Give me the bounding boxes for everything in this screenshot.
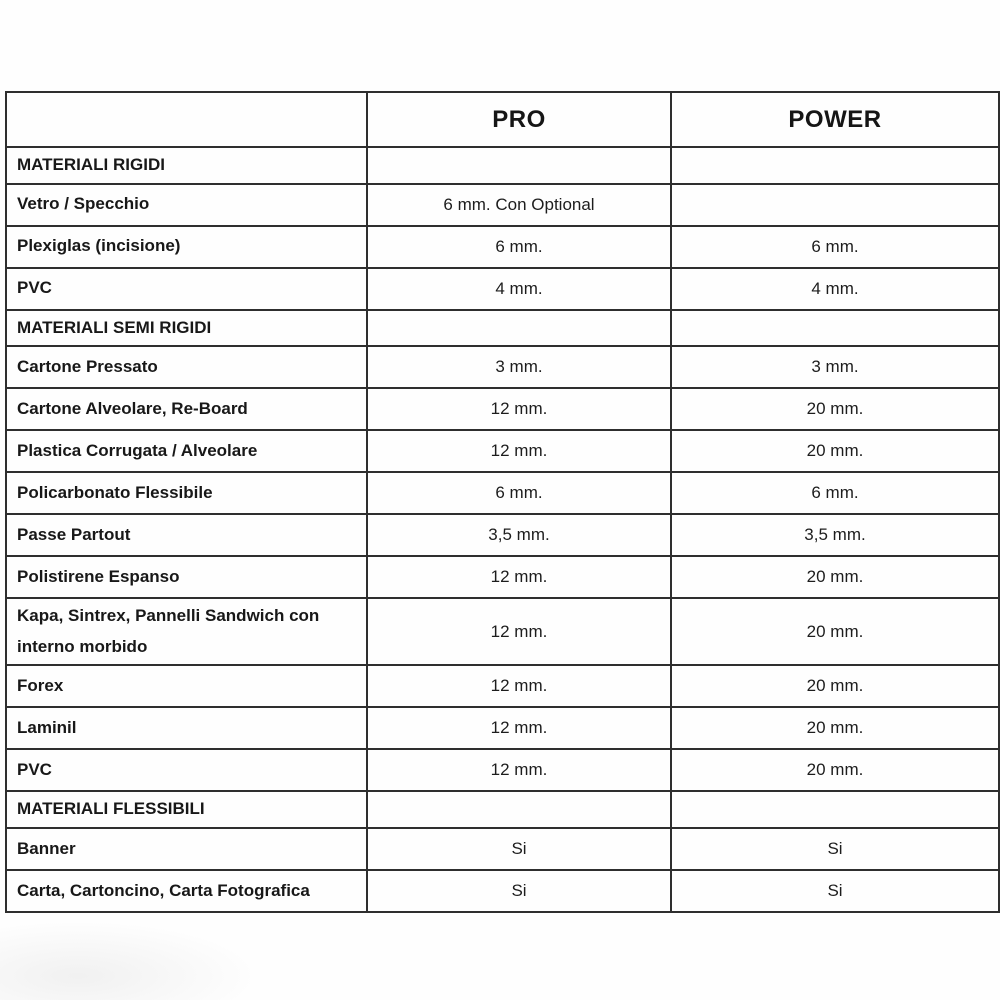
material-label: PVC: [6, 749, 367, 791]
material-label: Carta, Cartoncino, Carta Fotografica: [6, 870, 367, 912]
material-label: Vetro / Specchio: [6, 184, 367, 226]
power-value-cell: 3,5 mm.: [671, 514, 999, 556]
table-row: [6, 268, 999, 310]
material-label: Policarbonato Flessibile: [6, 472, 367, 514]
pro-value-cell: [367, 791, 671, 828]
power-value-cell: 4 mm.: [671, 268, 999, 310]
power-value-cell: 6 mm.: [671, 226, 999, 268]
table-row: [6, 749, 999, 791]
pro-value-cell: 6 mm.: [367, 226, 671, 268]
table-row: [6, 514, 999, 556]
table-row: [6, 828, 999, 870]
power-value-cell: 20 mm.: [671, 556, 999, 598]
power-value-cell: 3 mm.: [671, 346, 999, 388]
pro-value-cell: 12 mm.: [367, 598, 671, 665]
material-label: Cartone Pressato: [6, 346, 367, 388]
pro-value-cell: 6 mm.: [367, 472, 671, 514]
section-label: MATERIALI RIGIDI: [6, 147, 367, 184]
pro-value-cell: [367, 310, 671, 347]
material-label: Plexiglas (incisione): [6, 226, 367, 268]
pro-value-cell: 3 mm.: [367, 346, 671, 388]
table-row: [6, 598, 999, 665]
table-row: [6, 707, 999, 749]
power-value-cell: 20 mm.: [671, 749, 999, 791]
table-row: [6, 430, 999, 472]
table-row: [6, 870, 999, 912]
pro-value-cell: 6 mm. Con Optional: [367, 184, 671, 226]
pro-value-cell: 12 mm.: [367, 749, 671, 791]
table-header-row: [6, 92, 999, 147]
power-column-header: POWER: [671, 92, 999, 147]
table-row: [6, 665, 999, 707]
pro-value-cell: 4 mm.: [367, 268, 671, 310]
table-row: [6, 556, 999, 598]
power-value-cell: [671, 310, 999, 347]
power-value-cell: 20 mm.: [671, 665, 999, 707]
material-label: Kapa, Sintrex, Pannelli Sandwich con interno morbido: [6, 598, 367, 665]
power-value-cell: [671, 184, 999, 226]
power-value-cell: 20 mm.: [671, 430, 999, 472]
material-label: Cartone Alveolare, Re-Board: [6, 388, 367, 430]
power-value-cell: 20 mm.: [671, 707, 999, 749]
power-value-cell: 6 mm.: [671, 472, 999, 514]
pro-value-cell: Si: [367, 828, 671, 870]
table-row-section: [6, 791, 999, 828]
section-label: MATERIALI FLESSIBILI: [6, 791, 367, 828]
power-value-cell: [671, 791, 999, 828]
material-label: Passe Partout: [6, 514, 367, 556]
corner-cell: [6, 92, 367, 147]
section-label: MATERIALI SEMI RIGIDI: [6, 310, 367, 347]
pro-value-cell: 12 mm.: [367, 556, 671, 598]
scan-smudge: [0, 920, 260, 1000]
power-value-cell: 20 mm.: [671, 388, 999, 430]
material-label: PVC: [6, 268, 367, 310]
material-label: Laminil: [6, 707, 367, 749]
power-value-cell: Si: [671, 828, 999, 870]
pro-value-cell: 12 mm.: [367, 707, 671, 749]
table-row: [6, 472, 999, 514]
power-value-cell: [671, 147, 999, 184]
table-row-section: [6, 310, 999, 347]
pro-column-header: PRO: [367, 92, 671, 147]
pro-value-cell: 3,5 mm.: [367, 514, 671, 556]
table-row: [6, 388, 999, 430]
material-label: Forex: [6, 665, 367, 707]
pro-value-cell: [367, 147, 671, 184]
pro-value-cell: Si: [367, 870, 671, 912]
pro-value-cell: 12 mm.: [367, 430, 671, 472]
material-label: Banner: [6, 828, 367, 870]
pro-value-cell: 12 mm.: [367, 388, 671, 430]
pro-value-cell: 12 mm.: [367, 665, 671, 707]
power-value-cell: 20 mm.: [671, 598, 999, 665]
material-label: Plastica Corrugata / Alveolare: [6, 430, 367, 472]
power-value-cell: Si: [671, 870, 999, 912]
table-row: [6, 346, 999, 388]
table-row: [6, 226, 999, 268]
material-label: Polistirene Espanso: [6, 556, 367, 598]
materials-table: [5, 91, 1000, 913]
table-row-section: [6, 147, 999, 184]
table-row: [6, 184, 999, 226]
